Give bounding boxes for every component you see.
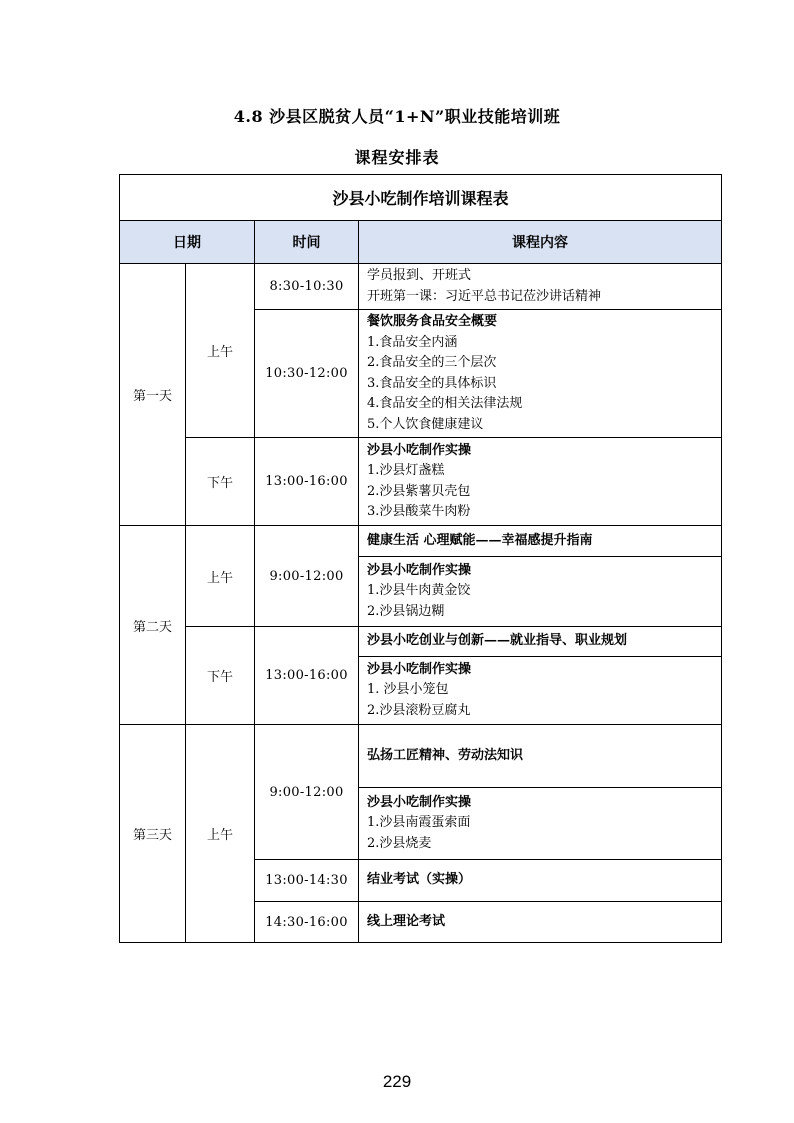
table-row [120, 264, 722, 310]
course-heading: 弘扬工匠精神、劳动法知识 [367, 747, 524, 763]
course-line: 2.沙县锅边糊 [367, 603, 445, 619]
document-subtitle: 课程安排表 [354, 148, 440, 167]
half-day-label: 上午 [186, 526, 255, 627]
header-content: 课程内容 [359, 221, 722, 264]
course-line: 3.沙县酸菜牛肉粉 [367, 504, 471, 519]
course-content [359, 860, 722, 902]
course-heading: 线上理论考试 [367, 913, 446, 929]
course-heading: 沙县小吃制作实操 [367, 442, 472, 458]
day-label: 第一天 [120, 264, 186, 526]
course-heading: 结业考试（实操） [367, 872, 472, 888]
time-slot: 9:00-12:00 [255, 526, 359, 627]
course-content [359, 557, 722, 627]
course-content [359, 788, 722, 860]
table-row [120, 526, 722, 557]
time-slot: 13:00-16:00 [255, 438, 359, 526]
page-number: 229 [382, 1072, 412, 1091]
course-line: 2.沙县烧麦 [367, 835, 432, 851]
header-time: 时间 [255, 221, 359, 264]
course-heading: 沙县小吃创业与创新——就业指导、职业规划 [367, 633, 628, 649]
day-label: 第二天 [120, 526, 186, 725]
time-slot: 9:00-12:00 [255, 725, 359, 860]
course-line: 1.沙县南霞蛋索面 [367, 815, 471, 831]
table-header-row [120, 221, 722, 264]
document-title: 4.8 沙县区脱贫人员“1+N”职业技能培训班 [233, 107, 561, 126]
table-row [120, 725, 722, 788]
course-content [359, 438, 722, 526]
course-line: 1.食品安全内涵 [367, 334, 458, 350]
time-slot: 8:30-10:30 [255, 264, 359, 310]
table-title-row [120, 175, 722, 221]
course-content [359, 902, 722, 943]
course-line: 1.沙县牛肉黄金饺 [367, 583, 471, 599]
course-heading: 健康生活 心理赋能——幸福感提升指南 [367, 532, 593, 548]
course-line: 2.食品安全的三个层次 [367, 355, 497, 370]
course-line: 1. 沙县小笼包 [367, 682, 449, 698]
course-line: 2.沙县滚粉豆腐丸 [367, 702, 471, 718]
half-day-label: 上午 [186, 264, 255, 438]
day-label: 第三天 [120, 725, 186, 943]
course-heading: 餐饮服务食品安全概要 [367, 314, 498, 329]
course-content [359, 657, 722, 725]
header-date: 日期 [120, 221, 255, 264]
table-row [120, 438, 722, 526]
course-line: 2.沙县紫薯贝壳包 [367, 483, 471, 499]
table-row [120, 627, 722, 657]
course-line: 学员报到、开班式 [367, 268, 472, 283]
time-slot: 10:30-12:00 [255, 310, 359, 438]
course-line: 5.个人饮食健康建议 [367, 416, 484, 432]
course-heading: 沙县小吃制作实操 [367, 562, 472, 578]
course-line: 1.沙县灯盏糕 [367, 463, 445, 478]
time-slot: 13:00-16:00 [255, 627, 359, 725]
time-slot: 14:30-16:00 [255, 902, 359, 943]
course-schedule-table [119, 174, 722, 943]
course-heading: 沙县小吃制作实操 [367, 794, 472, 810]
course-line: 开班第一课：习近平总书记莅沙讲话精神 [367, 288, 602, 304]
course-content [359, 264, 722, 310]
course-content [359, 627, 722, 657]
course-content [359, 526, 722, 557]
course-line: 3.食品安全的具体标识 [367, 375, 497, 391]
half-day-label: 下午 [186, 438, 255, 526]
table-title: 沙县小吃制作培训课程表 [120, 175, 722, 221]
course-content [359, 725, 722, 788]
half-day-label: 上午 [186, 725, 255, 943]
course-content [359, 310, 722, 438]
course-heading: 沙县小吃制作实操 [367, 661, 472, 677]
time-slot: 13:00-14:30 [255, 860, 359, 902]
course-line: 4.食品安全的相关法律法规 [367, 396, 523, 411]
half-day-label: 下午 [186, 627, 255, 725]
